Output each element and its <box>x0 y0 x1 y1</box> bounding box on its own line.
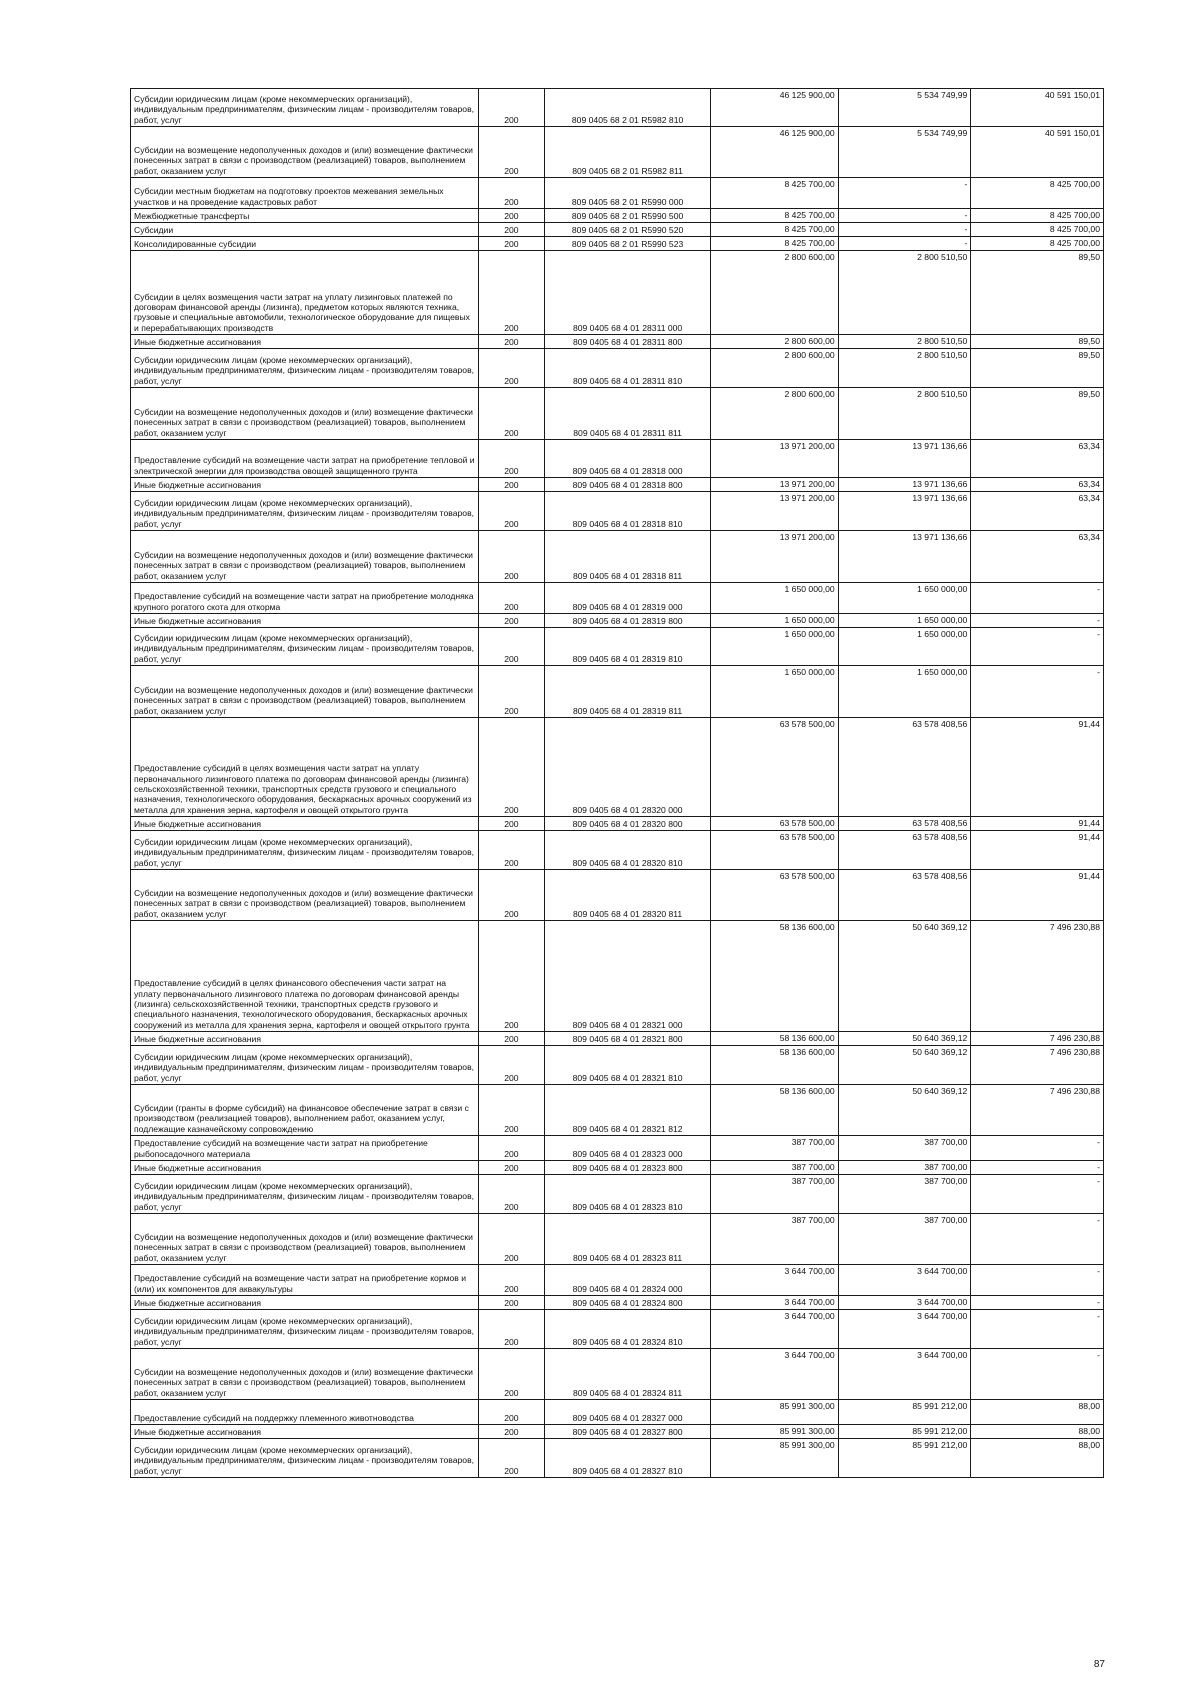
row-unexecuted-amount: 63,34 <box>971 440 1104 478</box>
row-executed-amount: - <box>838 209 971 223</box>
row-budget-classification-code: 809 0405 68 4 01 28324 810 <box>544 1310 711 1349</box>
row-budget-classification-code: 809 0405 68 4 01 28318 810 <box>544 492 711 531</box>
row-executed-amount: 3 644 700,00 <box>838 1310 971 1349</box>
table-row <box>131 614 1104 628</box>
row-budget-classification-code: 809 0405 68 4 01 28320 810 <box>544 831 711 870</box>
table-row <box>131 666 1104 718</box>
row-name: Иные бюджетные ассигнования <box>131 335 479 349</box>
row-unexecuted-amount: - <box>971 614 1104 628</box>
row-approved-amount: 387 700,00 <box>711 1136 838 1161</box>
table-row <box>131 1296 1104 1310</box>
table-row <box>131 223 1104 237</box>
row-admin-code: 200 <box>479 614 545 628</box>
row-approved-amount: 2 800 600,00 <box>711 349 838 388</box>
row-name: Иные бюджетные ассигнования <box>131 1296 479 1310</box>
row-executed-amount: - <box>838 223 971 237</box>
row-executed-amount: 387 700,00 <box>838 1161 971 1175</box>
table-row <box>131 1349 1104 1400</box>
row-admin-code: 200 <box>479 1085 545 1136</box>
row-admin-code: 200 <box>479 531 545 583</box>
row-budget-classification-code: 809 0405 68 4 01 28321 810 <box>544 1046 711 1085</box>
table-row <box>131 1425 1104 1439</box>
row-approved-amount: 13 971 200,00 <box>711 492 838 531</box>
row-unexecuted-amount: 89,50 <box>971 388 1104 440</box>
row-admin-code: 200 <box>479 335 545 349</box>
row-budget-classification-code: 809 0405 68 4 01 28319 000 <box>544 583 711 614</box>
row-unexecuted-amount: 8 425 700,00 <box>971 209 1104 223</box>
table-row <box>131 531 1104 583</box>
row-budget-classification-code: 809 0405 68 4 01 28323 811 <box>544 1214 711 1265</box>
row-unexecuted-amount: - <box>971 1265 1104 1296</box>
row-name: Предоставление субсидий на возмещение части затрат на приобретение кормов и (или) их компонентов для аквакультуры <box>131 1265 479 1296</box>
row-unexecuted-amount: 91,44 <box>971 817 1104 831</box>
row-budget-classification-code: 809 0405 68 2 01 R5982 810 <box>544 89 711 127</box>
row-budget-classification-code: 809 0405 68 4 01 28311 800 <box>544 335 711 349</box>
row-admin-code: 200 <box>479 127 545 178</box>
row-approved-amount: 3 644 700,00 <box>711 1310 838 1349</box>
row-executed-amount: 1 650 000,00 <box>838 666 971 718</box>
row-name: Субсидии юридическим лицам (кроме некоммерческих организаций), индивидуальным предпринимателям, физическим лицам - производителям товаров, работ, услуг <box>131 1175 479 1214</box>
row-executed-amount: 63 578 408,56 <box>838 718 971 817</box>
row-budget-classification-code: 809 0405 68 4 01 28318 000 <box>544 440 711 478</box>
row-budget-classification-code: 809 0405 68 4 01 28311 810 <box>544 349 711 388</box>
row-budget-classification-code: 809 0405 68 4 01 28327 800 <box>544 1425 711 1439</box>
row-budget-classification-code: 809 0405 68 4 01 28323 810 <box>544 1175 711 1214</box>
row-executed-amount: 50 640 369,12 <box>838 1046 971 1085</box>
row-name: Субсидии на возмещение недополученных доходов и (или) возмещение фактически понесенных затрат в связи с производством (реализацией) товаров, выполнением работ, оказанием услуг <box>131 531 479 583</box>
row-approved-amount: 2 800 600,00 <box>711 335 838 349</box>
table-row <box>131 1439 1104 1478</box>
page-number: 87 <box>1093 1659 1105 1670</box>
row-unexecuted-amount: 91,44 <box>971 718 1104 817</box>
row-approved-amount: 3 644 700,00 <box>711 1296 838 1310</box>
row-admin-code: 200 <box>479 718 545 817</box>
row-approved-amount: 8 425 700,00 <box>711 178 838 209</box>
row-admin-code: 200 <box>479 921 545 1032</box>
row-executed-amount: 63 578 408,56 <box>838 831 971 870</box>
row-unexecuted-amount: 8 425 700,00 <box>971 178 1104 209</box>
row-name: Иные бюджетные ассигнования <box>131 817 479 831</box>
row-executed-amount: 50 640 369,12 <box>838 1032 971 1046</box>
row-approved-amount: 1 650 000,00 <box>711 614 838 628</box>
row-unexecuted-amount: 8 425 700,00 <box>971 223 1104 237</box>
row-budget-classification-code: 809 0405 68 4 01 28321 812 <box>544 1085 711 1136</box>
row-executed-amount: 2 800 510,50 <box>838 251 971 335</box>
row-unexecuted-amount: 89,50 <box>971 349 1104 388</box>
row-approved-amount: 1 650 000,00 <box>711 583 838 614</box>
row-unexecuted-amount: 63,34 <box>971 478 1104 492</box>
table-row <box>131 349 1104 388</box>
row-executed-amount: 63 578 408,56 <box>838 870 971 921</box>
row-unexecuted-amount: 88,00 <box>971 1439 1104 1478</box>
row-name: Межбюджетные трансферты <box>131 209 479 223</box>
row-name: Субсидии на возмещение недополученных доходов и (или) возмещение фактически понесенных затрат в связи с производством (реализацией) товаров, выполнением работ, оказанием услуг <box>131 388 479 440</box>
row-unexecuted-amount: 88,00 <box>971 1400 1104 1425</box>
row-name: Иные бюджетные ассигнования <box>131 1032 479 1046</box>
row-name: Субсидии на возмещение недополученных доходов и (или) возмещение фактически понесенных затрат в связи с производством (реализацией) товаров, выполнением работ, оказанием услуг <box>131 870 479 921</box>
row-admin-code: 200 <box>479 440 545 478</box>
row-approved-amount: 8 425 700,00 <box>711 237 838 251</box>
row-name: Субсидии в целях возмещения части затрат на уплату лизинговых платежей по договорам финансовой аренды (лизинга), предметом которых являются техника, грузовые и специальные автомобили, технологическое оборудование для пищевых и перерабатывающих производств <box>131 251 479 335</box>
row-name: Предоставление субсидий на возмещение части затрат на приобретение молодняка крупного рогатого скота для откорма <box>131 583 479 614</box>
row-executed-amount: 50 640 369,12 <box>838 921 971 1032</box>
row-admin-code: 200 <box>479 223 545 237</box>
row-approved-amount: 46 125 900,00 <box>711 89 838 127</box>
row-unexecuted-amount: 91,44 <box>971 831 1104 870</box>
row-budget-classification-code: 809 0405 68 4 01 28324 800 <box>544 1296 711 1310</box>
row-admin-code: 200 <box>479 237 545 251</box>
row-executed-amount: 5 534 749,99 <box>838 89 971 127</box>
row-admin-code: 200 <box>479 1349 545 1400</box>
row-unexecuted-amount: 7 496 230,88 <box>971 1085 1104 1136</box>
row-budget-classification-code: 809 0405 68 4 01 28323 800 <box>544 1161 711 1175</box>
table-row <box>131 1046 1104 1085</box>
row-budget-classification-code: 809 0405 68 4 01 28321 000 <box>544 921 711 1032</box>
row-name: Субсидии на возмещение недополученных доходов и (или) возмещение фактически понесенных затрат в связи с производством (реализацией) товаров, выполнением работ, оказанием услуг <box>131 666 479 718</box>
row-approved-amount: 63 578 500,00 <box>711 718 838 817</box>
row-admin-code: 200 <box>479 492 545 531</box>
row-budget-classification-code: 809 0405 68 2 01 R5990 500 <box>544 209 711 223</box>
row-unexecuted-amount: 63,34 <box>971 531 1104 583</box>
row-approved-amount: 387 700,00 <box>711 1175 838 1214</box>
row-executed-amount: - <box>838 178 971 209</box>
row-unexecuted-amount: 7 496 230,88 <box>971 921 1104 1032</box>
row-approved-amount: 58 136 600,00 <box>711 921 838 1032</box>
row-budget-classification-code: 809 0405 68 2 01 R5990 520 <box>544 223 711 237</box>
table-row <box>131 870 1104 921</box>
row-approved-amount: 58 136 600,00 <box>711 1032 838 1046</box>
row-executed-amount: 2 800 510,50 <box>838 335 971 349</box>
budget-execution-table <box>130 88 1104 1478</box>
row-budget-classification-code: 809 0405 68 2 01 R5990 000 <box>544 178 711 209</box>
row-name: Субсидии юридическим лицам (кроме некоммерческих организаций), индивидуальным предпринимателям, физическим лицам - производителям товаров, работ, услуг <box>131 89 479 127</box>
row-approved-amount: 58 136 600,00 <box>711 1085 838 1136</box>
table-row <box>131 1400 1104 1425</box>
row-executed-amount: 13 971 136,66 <box>838 478 971 492</box>
row-name: Предоставление субсидий в целях финансового обеспечения части затрат на уплату первоначального лизингового платежа по договорам финансовой аренды (лизинга) сельскохозяйственной техники, транспортных средств грузового и специального назначения, технологического оборудования, бескаркасных арочных сооружений из металла для хранения зерна, картофеля и овощей открытого грунта <box>131 921 479 1032</box>
row-name: Предоставление субсидий на поддержку племенного животноводства <box>131 1400 479 1425</box>
row-approved-amount: 13 971 200,00 <box>711 531 838 583</box>
row-unexecuted-amount: 8 425 700,00 <box>971 237 1104 251</box>
table-row <box>131 831 1104 870</box>
row-admin-code: 200 <box>479 1136 545 1161</box>
row-admin-code: 200 <box>479 1161 545 1175</box>
row-executed-amount: 3 644 700,00 <box>838 1265 971 1296</box>
row-unexecuted-amount: - <box>971 628 1104 666</box>
row-name: Субсидии <box>131 223 479 237</box>
row-executed-amount: 387 700,00 <box>838 1214 971 1265</box>
row-name: Субсидии на возмещение недополученных доходов и (или) возмещение фактически понесенных затрат в связи с производством (реализацией) товаров, выполнением работ, оказанием услуг <box>131 1349 479 1400</box>
row-executed-amount: 50 640 369,12 <box>838 1085 971 1136</box>
row-executed-amount: 1 650 000,00 <box>838 583 971 614</box>
table-row <box>131 335 1104 349</box>
row-budget-classification-code: 809 0405 68 4 01 28324 000 <box>544 1265 711 1296</box>
row-name: Субсидии юридическим лицам (кроме некоммерческих организаций), индивидуальным предпринимателям, физическим лицам - производителям товаров, работ, услуг <box>131 1439 479 1478</box>
row-name: Субсидии местным бюджетам на подготовку проектов межевания земельных участков и на проведение кадастровых работ <box>131 178 479 209</box>
row-approved-amount: 387 700,00 <box>711 1161 838 1175</box>
row-admin-code: 200 <box>479 209 545 223</box>
row-admin-code: 200 <box>479 817 545 831</box>
row-admin-code: 200 <box>479 1032 545 1046</box>
row-admin-code: 200 <box>479 1046 545 1085</box>
row-unexecuted-amount: 89,50 <box>971 251 1104 335</box>
row-unexecuted-amount: 7 496 230,88 <box>971 1046 1104 1085</box>
row-name: Субсидии на возмещение недополученных доходов и (или) возмещение фактически понесенных затрат в связи с производством (реализацией) товаров, выполнением работ, оказанием услуг <box>131 1214 479 1265</box>
table-row <box>131 1310 1104 1349</box>
row-admin-code: 200 <box>479 1265 545 1296</box>
table-row <box>131 89 1104 127</box>
row-budget-classification-code: 809 0405 68 2 01 R5982 811 <box>544 127 711 178</box>
table-row <box>131 1214 1104 1265</box>
row-executed-amount: 387 700,00 <box>838 1175 971 1214</box>
row-name: Субсидии юридическим лицам (кроме некоммерческих организаций), индивидуальным предпринимателям, физическим лицам - производителям товаров, работ, услуг <box>131 831 479 870</box>
row-executed-amount: 2 800 510,50 <box>838 388 971 440</box>
row-executed-amount: 85 991 212,00 <box>838 1425 971 1439</box>
row-name: Иные бюджетные ассигнования <box>131 1161 479 1175</box>
row-approved-amount: 58 136 600,00 <box>711 1046 838 1085</box>
row-name: Иные бюджетные ассигнования <box>131 614 479 628</box>
table-row <box>131 478 1104 492</box>
row-admin-code: 200 <box>479 1175 545 1214</box>
table-row <box>131 388 1104 440</box>
table-row <box>131 209 1104 223</box>
row-admin-code: 200 <box>479 178 545 209</box>
row-admin-code: 200 <box>479 1296 545 1310</box>
row-executed-amount: 85 991 212,00 <box>838 1439 971 1478</box>
row-approved-amount: 46 125 900,00 <box>711 127 838 178</box>
row-name: Субсидии на возмещение недополученных доходов и (или) возмещение фактически понесенных затрат в связи с производством (реализацией) товаров, выполнением работ, оказанием услуг <box>131 127 479 178</box>
row-executed-amount: 387 700,00 <box>838 1136 971 1161</box>
row-unexecuted-amount: 40 591 150,01 <box>971 127 1104 178</box>
table-row <box>131 440 1104 478</box>
row-name: Предоставление субсидий на возмещение части затрат на приобретение рыбопосадочного материала <box>131 1136 479 1161</box>
row-approved-amount: 1 650 000,00 <box>711 628 838 666</box>
row-executed-amount: 13 971 136,66 <box>838 531 971 583</box>
table-row <box>131 492 1104 531</box>
row-admin-code: 200 <box>479 89 545 127</box>
table-row <box>131 583 1104 614</box>
row-admin-code: 200 <box>479 870 545 921</box>
row-approved-amount: 2 800 600,00 <box>711 388 838 440</box>
row-executed-amount: 1 650 000,00 <box>838 628 971 666</box>
row-approved-amount: 63 578 500,00 <box>711 870 838 921</box>
row-admin-code: 200 <box>479 1425 545 1439</box>
row-admin-code: 200 <box>479 388 545 440</box>
row-budget-classification-code: 809 0405 68 4 01 28320 800 <box>544 817 711 831</box>
table-row <box>131 718 1104 817</box>
table-row <box>131 921 1104 1032</box>
row-budget-classification-code: 809 0405 68 4 01 28311 000 <box>544 251 711 335</box>
row-executed-amount: 2 800 510,50 <box>838 349 971 388</box>
row-approved-amount: 8 425 700,00 <box>711 209 838 223</box>
row-executed-amount: 3 644 700,00 <box>838 1296 971 1310</box>
row-approved-amount: 85 991 300,00 <box>711 1400 838 1425</box>
row-budget-classification-code: 809 0405 68 4 01 28319 810 <box>544 628 711 666</box>
row-executed-amount: 85 991 212,00 <box>838 1400 971 1425</box>
row-approved-amount: 387 700,00 <box>711 1214 838 1265</box>
row-admin-code: 200 <box>479 666 545 718</box>
table-row <box>131 1265 1104 1296</box>
row-name: Субсидии юридическим лицам (кроме некоммерческих организаций), индивидуальным предпринимателям, физическим лицам - производителям товаров, работ, услуг <box>131 1046 479 1085</box>
row-admin-code: 200 <box>479 583 545 614</box>
table-row <box>131 1175 1104 1214</box>
row-approved-amount: 8 425 700,00 <box>711 223 838 237</box>
row-unexecuted-amount: - <box>971 666 1104 718</box>
table-row <box>131 1136 1104 1161</box>
row-executed-amount: 5 534 749,99 <box>838 127 971 178</box>
row-approved-amount: 85 991 300,00 <box>711 1425 838 1439</box>
row-executed-amount: 13 971 136,66 <box>838 492 971 531</box>
row-unexecuted-amount: 63,34 <box>971 492 1104 531</box>
row-unexecuted-amount: 91,44 <box>971 870 1104 921</box>
row-approved-amount: 1 650 000,00 <box>711 666 838 718</box>
row-unexecuted-amount: 88,00 <box>971 1425 1104 1439</box>
row-executed-amount: - <box>838 237 971 251</box>
table-row <box>131 817 1104 831</box>
row-name: Иные бюджетные ассигнования <box>131 478 479 492</box>
row-unexecuted-amount: 7 496 230,88 <box>971 1032 1104 1046</box>
table-row <box>131 1161 1104 1175</box>
row-budget-classification-code: 809 0405 68 4 01 28323 000 <box>544 1136 711 1161</box>
row-budget-classification-code: 809 0405 68 4 01 28327 810 <box>544 1439 711 1478</box>
row-name: Субсидии юридическим лицам (кроме некоммерческих организаций), индивидуальным предпринимателям, физическим лицам - производителям товаров, работ, услуг <box>131 628 479 666</box>
row-unexecuted-amount: - <box>971 1136 1104 1161</box>
row-unexecuted-amount: - <box>971 1175 1104 1214</box>
row-unexecuted-amount: - <box>971 1349 1104 1400</box>
row-approved-amount: 63 578 500,00 <box>711 831 838 870</box>
row-budget-classification-code: 809 0405 68 4 01 28327 000 <box>544 1400 711 1425</box>
row-unexecuted-amount: 89,50 <box>971 335 1104 349</box>
row-admin-code: 200 <box>479 478 545 492</box>
row-admin-code: 200 <box>479 831 545 870</box>
row-name: Иные бюджетные ассигнования <box>131 1425 479 1439</box>
table-row <box>131 237 1104 251</box>
row-approved-amount: 3 644 700,00 <box>711 1349 838 1400</box>
row-name: Субсидии юридическим лицам (кроме некоммерческих организаций), индивидуальным предпринимателям, физическим лицам - производителям товаров, работ, услуг <box>131 349 479 388</box>
row-executed-amount: 13 971 136,66 <box>838 440 971 478</box>
budget-table-body <box>131 89 1104 1478</box>
row-approved-amount: 63 578 500,00 <box>711 817 838 831</box>
row-executed-amount: 63 578 408,56 <box>838 817 971 831</box>
row-budget-classification-code: 809 0405 68 2 01 R5990 523 <box>544 237 711 251</box>
row-budget-classification-code: 809 0405 68 4 01 28320 811 <box>544 870 711 921</box>
row-budget-classification-code: 809 0405 68 4 01 28311 811 <box>544 388 711 440</box>
row-unexecuted-amount: - <box>971 583 1104 614</box>
row-unexecuted-amount: - <box>971 1161 1104 1175</box>
row-budget-classification-code: 809 0405 68 4 01 28321 800 <box>544 1032 711 1046</box>
row-name: Субсидии юридическим лицам (кроме некоммерческих организаций), индивидуальным предпринимателям, физическим лицам - производителям товаров, работ, услуг <box>131 1310 479 1349</box>
row-approved-amount: 13 971 200,00 <box>711 478 838 492</box>
row-admin-code: 200 <box>479 1310 545 1349</box>
table-row <box>131 178 1104 209</box>
row-name: Субсидии юридическим лицам (кроме некоммерческих организаций), индивидуальным предпринимателям, физическим лицам - производителям товаров, работ, услуг <box>131 492 479 531</box>
row-budget-classification-code: 809 0405 68 4 01 28319 811 <box>544 666 711 718</box>
row-admin-code: 200 <box>479 349 545 388</box>
row-admin-code: 200 <box>479 1400 545 1425</box>
table-row <box>131 628 1104 666</box>
row-admin-code: 200 <box>479 1439 545 1478</box>
row-approved-amount: 2 800 600,00 <box>711 251 838 335</box>
row-approved-amount: 13 971 200,00 <box>711 440 838 478</box>
table-row <box>131 1085 1104 1136</box>
row-name: Предоставление субсидий на возмещение части затрат на приобретение тепловой и электрической энергии для производства овощей защищенного грунта <box>131 440 479 478</box>
table-row <box>131 251 1104 335</box>
row-admin-code: 200 <box>479 628 545 666</box>
table-row <box>131 127 1104 178</box>
row-budget-classification-code: 809 0405 68 4 01 28320 000 <box>544 718 711 817</box>
row-budget-classification-code: 809 0405 68 4 01 28324 811 <box>544 1349 711 1400</box>
row-unexecuted-amount: - <box>971 1310 1104 1349</box>
row-executed-amount: 1 650 000,00 <box>838 614 971 628</box>
row-admin-code: 200 <box>479 251 545 335</box>
row-approved-amount: 85 991 300,00 <box>711 1439 838 1478</box>
row-unexecuted-amount: - <box>971 1214 1104 1265</box>
row-unexecuted-amount: 40 591 150,01 <box>971 89 1104 127</box>
row-admin-code: 200 <box>479 1214 545 1265</box>
row-executed-amount: 3 644 700,00 <box>838 1349 971 1400</box>
row-name: Субсидии (гранты в форме субсидий) на финансовое обеспечение затрат в связи с производством (реализацией товаров), выполнением работ, оказанием услуг, подлежащие казначейскому сопровождению <box>131 1085 479 1136</box>
row-name: Предоставление субсидий в целях возмещения части затрат на уплату первоначального лизингового платежа по договорам финансовой аренды (лизинга) сельскохозяйственной техники, транспортных средств грузового и специального назначения, технологического оборудования, бескаркасных арочных сооружений из металла для хранения зерна, картофеля и овощей открытого грунта <box>131 718 479 817</box>
row-name: Консолидированные субсидии <box>131 237 479 251</box>
row-budget-classification-code: 809 0405 68 4 01 28318 811 <box>544 531 711 583</box>
row-approved-amount: 3 644 700,00 <box>711 1265 838 1296</box>
row-budget-classification-code: 809 0405 68 4 01 28318 800 <box>544 478 711 492</box>
row-unexecuted-amount: - <box>971 1296 1104 1310</box>
table-row <box>131 1032 1104 1046</box>
row-budget-classification-code: 809 0405 68 4 01 28319 800 <box>544 614 711 628</box>
